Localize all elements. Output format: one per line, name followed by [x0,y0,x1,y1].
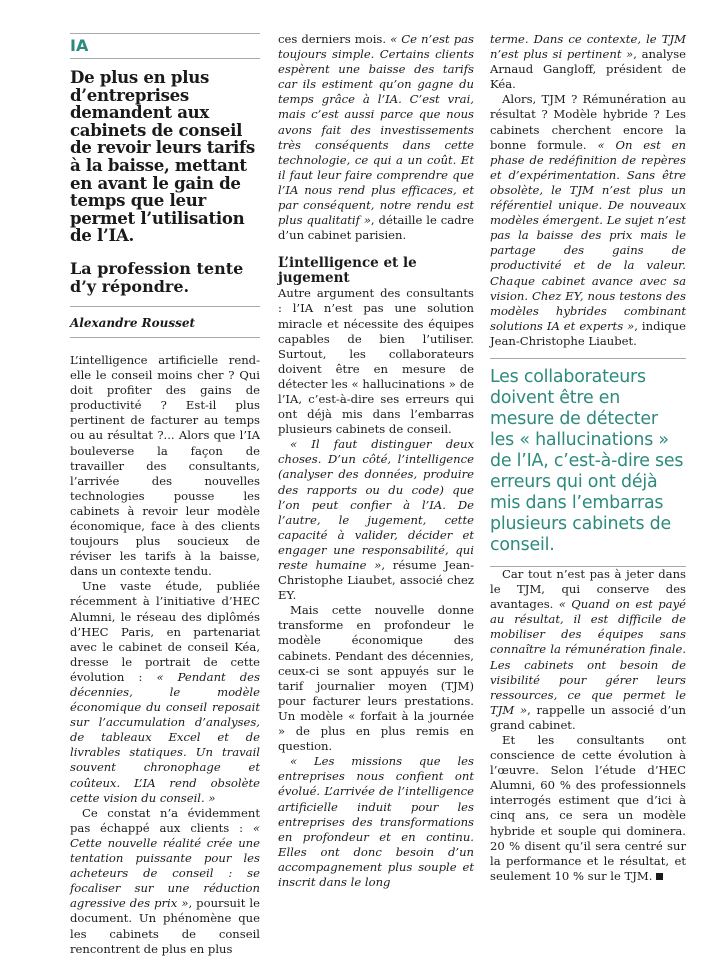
subheading: L’intelligence et le jugement [278,255,417,287]
quote: « Ce n’est pas toujours simple. Certains clients espèrent une baisse des tarifs car ils estiment qu’on gagne du temps grâce à l’IA. C’est vrai, mais c’est aussi parce que nous avons fait des investissements très conséquents dans cette technologie, ce qui a un coût. Et il faut leur faire comprendre que l’IA nous rend plus efficaces, et par conséquent, notre rendu est plus qualitatif » [278,32,474,228]
end-of-article-mark [656,873,663,880]
paragraph: Mais cette nouvelle donne transforme en profondeur le modèle économique des cabinets. Pendant des décennies, ceux-ci se sont appuyés sur le tarif journalier moyen (TJM) pour facturer leurs prestations. Un modèle « forfait à la journée » de plus en plus remis en question. [278,603,474,754]
article-dek-secondary: La profession tente d’y répondre. [70,258,244,296]
quote: « On est en phase de redéfinition de repères et d’expérimentation. Sans être obsolète, le TJM n’est plus un référentiel unique. De nouveaux modèles émergent. Le sujet n’est pas la baisse des prix mais le partage des gains de productivité et de la valeur. Chaque cabinet avance avec sa vision. Chez EY, nous testons des modèles hybrides combinant solutions IA et experts » [490,137,686,333]
paragraph: Autre argument des consultants : l’IA n’est pas une solution miracle et nécessite des équipes capables de bien l’utiliser. Surtout, les collaborateurs doivent être en mesure de détecter les « hallucinations » de l’IA, c’est-à-dire ses erreurs qui ont déjà mis dans l’embarras plusieurs cabinets de conseil. [278,286,474,437]
column-3 [490,0,686,884]
paragraph: terme. Dans ce contexte, le TJM n’est plus si pertinent », analyse Arnaud Gangloff, président de Kéa. [490,32,687,92]
paragraph: Alors, TJM ? Rémunération au résultat ? Modèle hybride ? Les cabinets cherchent encore la bonne formule. « On est en phase de redéfinition de repères et d’expérimentation. Sans être obsolète, le TJM n’est plus un référentiel unique. De nouveaux modèles émergent. Le sujet n’est pas la baisse des prix mais le partage des gains de productivité et de la valeur. Chaque cabinet avance avec sa vision. Chez EY, nous testons des modèles hybrides combinant solutions IA et experts », indique Jean-Christophe Liaubet. [490,92,686,348]
column-1 [70,0,260,957]
paragraph: L’intelligence artificielle rend-elle le conseil moins cher ? Qui doit profiter des gains de productivité ? Est-il plus pertinent de facturer au temps ou au résultat ?... Alors que l’IA bouleverse la façon de travailler des consultants, l’arrivée des nouvelles technologies pousse les cabinets à revoir leur modèle économique, face à des clients toujours plus soucieux de réviser les tarifs à la baisse, dans un contexte tendu. [70,352,260,579]
pull-quote: Les collaborateurs doivent être en mesure de détecter les « hallucinations » de l’IA, c’est-à-dire ses erreurs qui ont déjà mis dans l’embarras plusieurs cabinets de conseil. [490,358,686,567]
quote: « Pendant des décennies, le modèle économique du conseil reposait sur l’accumulation d’analyses, de tableaux Excel et de livrables statiques. Un travail souvent chronophage et coûteux. L’IA rend obsolète cette vision du conseil. » [70,669,260,805]
quote: « Les missions que les entreprises nous confient ont évolué. L’arrivée de l’intelligence artificielle induit pour les entreprises des transformations en profondeur et en continu. Elles ont donc besoin d’un accompagnement plus souple et inscrit dans le long [278,754,474,889]
paragraph [278,754,474,890]
author-byline: Alexandre Rousset [70,315,196,330]
section-header [70,33,260,59]
quote: « Cette nouvelle réalité crée une tentation puissante pour les acheteurs de conseil : se focaliser sur une réduction agressive des prix » [70,820,260,911]
quote: « Quand on est payé au résultat, il est difficile de mobiliser des équipes sans connaître la rémunération finale. Les cabinets ont besoin de visibilité pour gérer leurs ressources, ce que permet le TJM » [490,597,686,717]
divider [70,306,260,307]
paragraph: Ce constat n’a évidemment pas échappé aux clients : « Cette nouvelle réalité crée une tentation puissante pour les acheteurs de conseil : se focaliser sur une réduction agressive des prix », poursuit le document. Un phénomène que les cabinets de conseil rencontrent de plus en plus [70,805,260,956]
quote: « Il faut distinguer deux choses. D’un côté, l’intelligence (analyser des données, produire des rapports ou du code) que l’on peut confier à l’IA. De l’autre, le jugement, cette capacité à valider, décider et engager une responsabilité, qui reste humaine » [278,437,474,572]
paragraph: ces derniers mois. « Ce n’est pas toujours simple. Certains clients espèrent une baisse des tarifs car ils estiment qu’on gagne du temps grâce à l’IA. C’est vrai, mais c’est aussi parce que nous avons fait des investissements très conséquents dans cette technologie, ce qui a un coût. Et il faut leur faire comprendre que l’IA nous rend plus efficaces, et par conséquent, notre rendu est plus qualitatif », détaille le cadre d’un cabinet parisien. [278,32,474,243]
article-dek: De plus en plus d’entreprises demandent aux cabinets de conseil de revoir leurs tarifs à la baisse, mettant en avant le gain de temps que leur permet l’utilisation de l’IA. [70,67,255,246]
column-2 [278,0,474,890]
paragraph: Et les consultants ont conscience de cette évolution à l’œuvre. Selon l’étude d’HEC Alumni, 60 % des professionnels interrogés estiment que d’ici à cinq ans, ce sera un modèle hybride et souple qui dominera. 20 % disent qu’il sera centré sur la performance et le résultat, et seulement 10 % sur le TJM. [490,733,686,883]
divider [70,337,260,338]
quote: terme. Dans ce contexte, le TJM n’est plus si pertinent » [490,32,686,62]
section-label: IA [70,36,89,55]
paragraph: Car tout n’est pas à jeter dans le TJM, qui conserve des avantages. « Quand on est payé au résultat, il est difficile de mobiliser des équipes sans connaître la rémunération finale. Les cabinets ont besoin de visibilité pour gérer leurs ressources, ce que permet le TJM », rappelle un associé d’un grand cabinet. [490,566,686,732]
paragraph: Une vaste étude, publiée récemment à l’initiative d’HEC Alumni, le réseau des diplômés d’HEC Paris, en partenariat avec le cabinet de conseil Kéa, dresse le portrait de cette évolution : « Pendant des décennies, le modèle économique du conseil reposait sur l’accumulation d’analyses, de tableaux Excel et de livrables statiques. Un travail souvent chronophage et coûteux. L’IA rend obsolète cette vision du conseil. » [70,579,260,805]
paragraph: « Il faut distinguer deux choses. D’un côté, l’intelligence (analyser des données, produire des rapports ou du code) que l’on peut confier à l’IA. De l’autre, le jugement, cette capacité à valider, décider et engager une responsabilité, qui reste humaine », résume Jean-Christophe Liaubet, associé chez EY. [278,437,474,603]
